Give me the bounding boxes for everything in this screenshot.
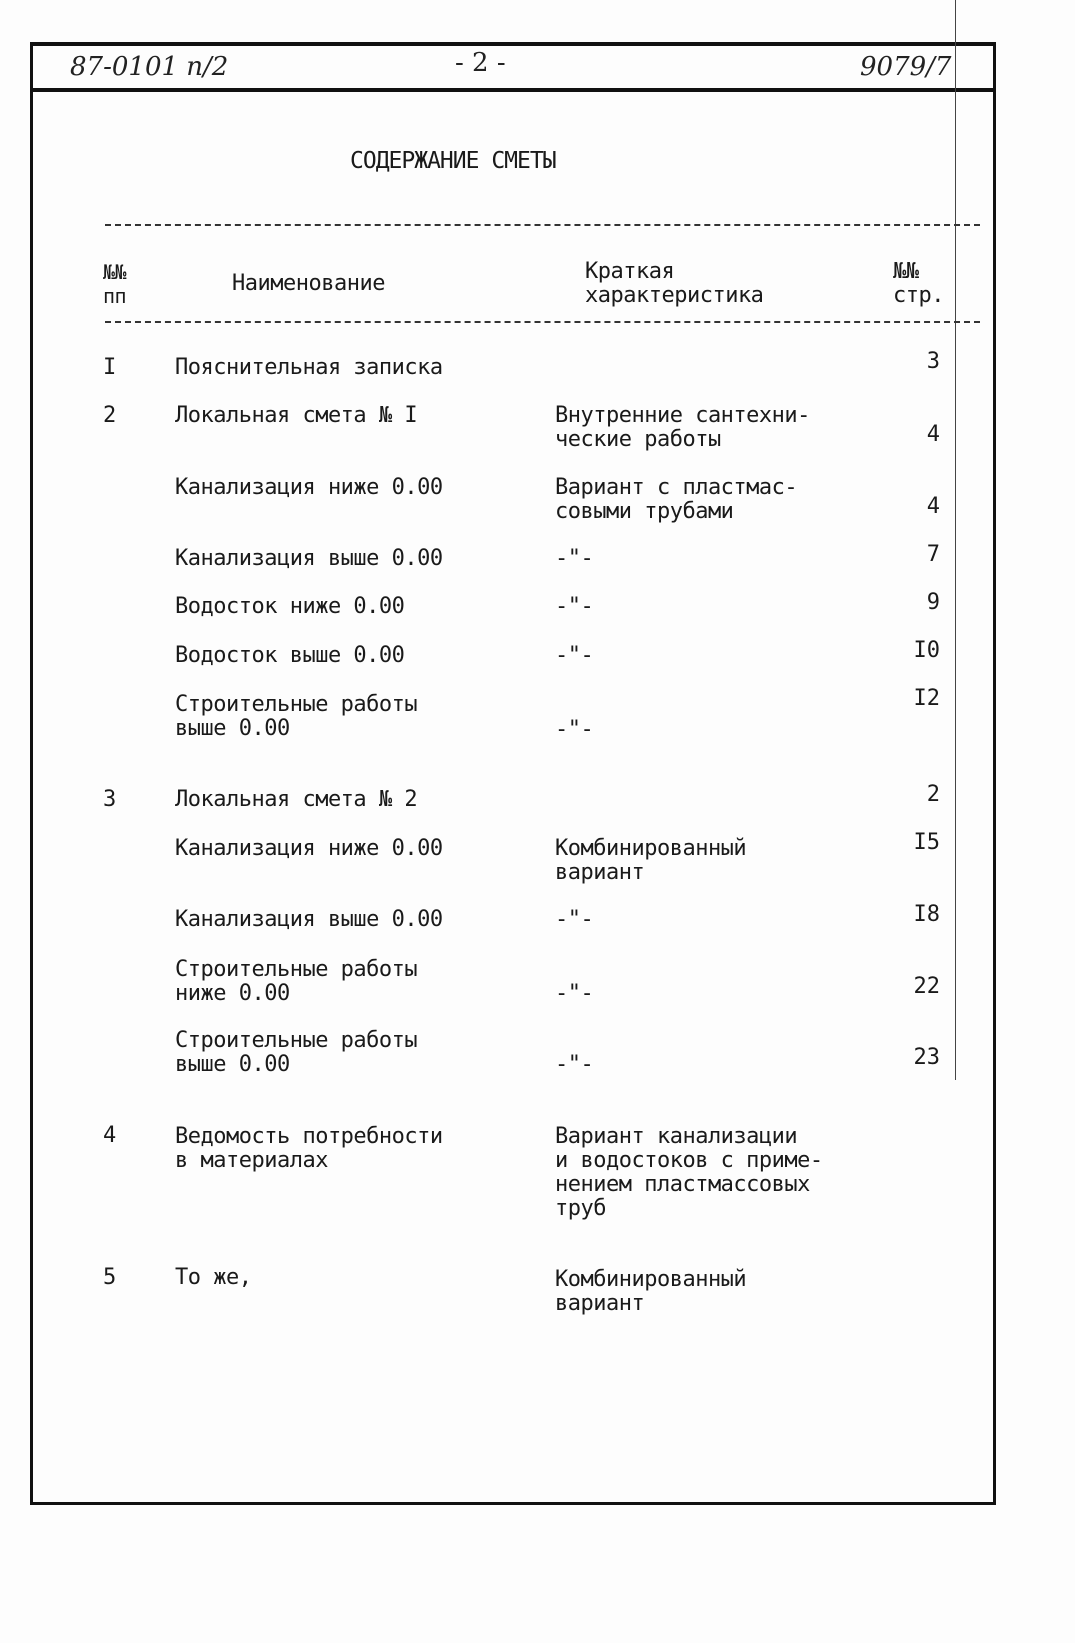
row-name: Пояснительная записка (175, 355, 443, 380)
row-page: 4 (926, 494, 940, 519)
row-page: 22 (913, 974, 940, 999)
row-page: 23 (913, 1045, 940, 1070)
row-page: 9 (926, 590, 940, 615)
row-name: Строительные работы выше 0.00 (175, 692, 418, 741)
row-name: Канализация ниже 0.00 (175, 836, 443, 861)
row-characteristic: Комбинированный вариант (555, 1267, 747, 1316)
row-page: 4 (926, 422, 940, 447)
row-characteristic: Комбинированный вариант (555, 836, 747, 885)
row-name: Канализация выше 0.00 (175, 907, 443, 932)
row-characteristic: -"- (555, 594, 594, 619)
row-page: I8 (913, 902, 940, 927)
row-page: 7 (926, 542, 940, 567)
row-name: Строительные работы ниже 0.00 (175, 957, 418, 1006)
col-header-page: №№ стр. (893, 259, 944, 308)
row-characteristic: Вариант канализации и водостоков с приме- нением пластмассовых труб (555, 1124, 823, 1221)
table-top-rule (105, 224, 980, 226)
row-name: Локальная смета № 2 (175, 787, 418, 812)
archive-number: 9079/7 (860, 52, 952, 82)
doc-code: 87-0101 п/2 (70, 52, 229, 82)
row-characteristic: -"- (555, 717, 594, 742)
row-page: I2 (913, 686, 940, 711)
row-name: Локальная смета № I (175, 403, 418, 428)
row-name: Ведомость потребности в материалах (175, 1124, 443, 1173)
row-page: 2 (926, 782, 940, 807)
row-characteristic: -"- (555, 907, 594, 932)
page-number: - 2 - (455, 48, 506, 78)
row-page: I0 (913, 638, 940, 663)
row-name: Канализация выше 0.00 (175, 546, 443, 571)
row-page: 3 (926, 349, 940, 374)
row-name: Водосток выше 0.00 (175, 643, 405, 668)
row-characteristic: Вариант с пластмас- совыми трубами (555, 475, 798, 524)
header-divider (30, 88, 995, 92)
row-name: То же, (175, 1265, 252, 1290)
row-characteristic: -"- (555, 981, 594, 1006)
row-characteristic: -"- (555, 1052, 594, 1077)
col-header-characteristic: Краткая характеристика (585, 259, 764, 308)
table-header-rule (105, 321, 980, 323)
row-num: 3 (103, 787, 116, 812)
row-num: 2 (103, 403, 116, 428)
row-num: 5 (103, 1265, 116, 1290)
page-title: СОДЕРЖАНИЕ СМЕТЫ (350, 148, 556, 174)
col-header-name: Наименование (232, 271, 385, 296)
row-name: Водосток ниже 0.00 (175, 594, 405, 619)
row-page: I5 (913, 830, 940, 855)
row-name: Строительные работы выше 0.00 (175, 1028, 418, 1077)
row-characteristic: -"- (555, 643, 594, 668)
scan-line (955, 0, 956, 1080)
row-name: Канализация ниже 0.00 (175, 475, 443, 500)
col-header-num: №№ пп (103, 260, 127, 308)
row-characteristic: -"- (555, 546, 594, 571)
row-num: 4 (103, 1123, 116, 1148)
row-num: I (103, 355, 116, 380)
row-characteristic: Внутренние сантехни- ческие работы (555, 403, 810, 452)
